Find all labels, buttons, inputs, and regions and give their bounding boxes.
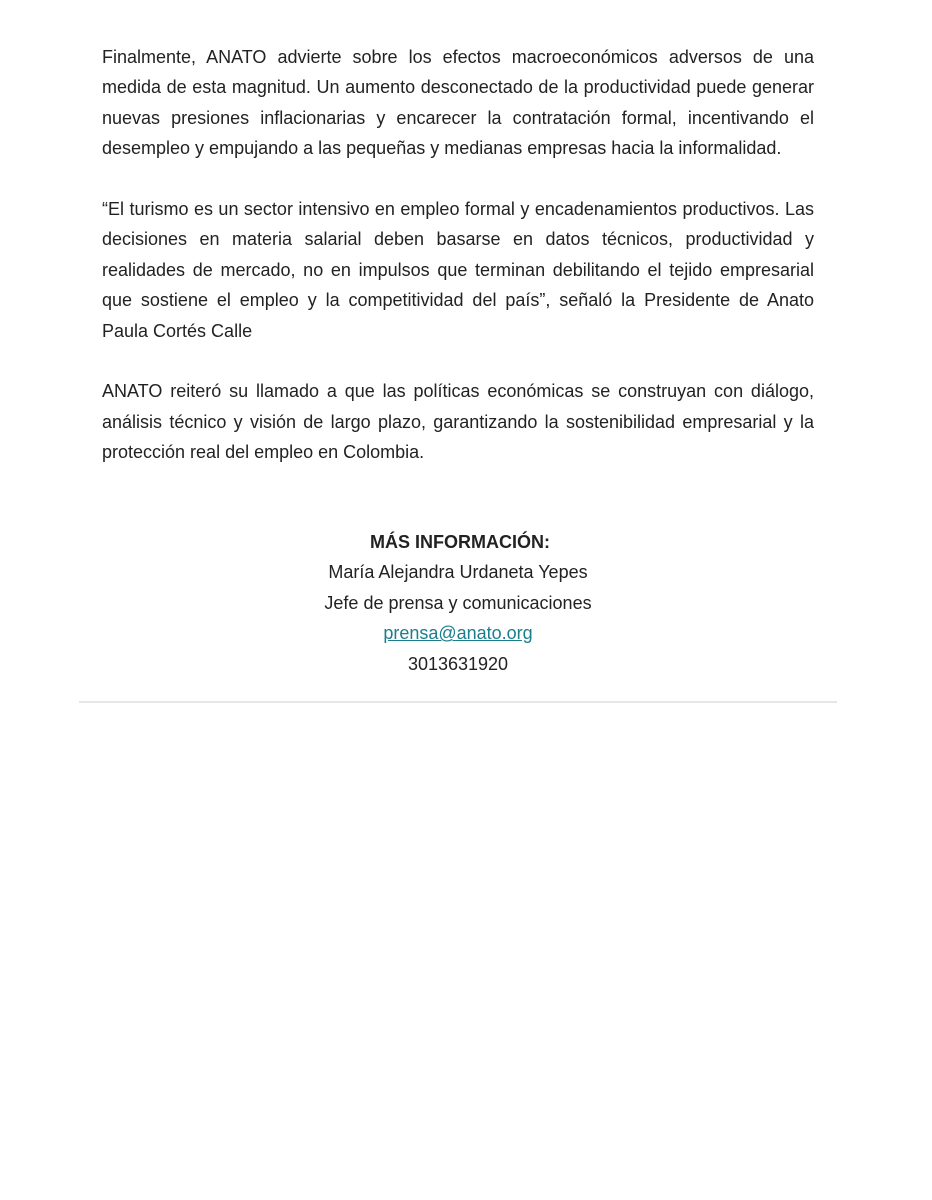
footer-divider [79, 701, 837, 703]
contact-email-link[interactable]: prensa@anato.org [383, 623, 533, 644]
paragraph-closing-call: ANATO reiteró su llamado a que las políticas económicas se construyan con diálogo, análisis técnico y visión de largo plazo, garantizando la sostenibilidad empresarial y la protección real del empleo en Colombia. [102, 381, 814, 463]
contact-name: María Alejandra Urdaneta Yepes [328, 562, 588, 583]
paragraph-macroeconomic-effects: Finalmente, ANATO advierte sobre los efectos macroeconómicos adversos de una medida de esta magnitud. Un aumento desconectado de la productividad puede generar nuevas presiones inflacionarias y encarecer la contratación formal, incentivando el desempleo y empujando a las pequeñas y medianas empresas hacia la informalidad. [102, 47, 814, 159]
contact-block [102, 527, 814, 679]
contact-role: Jefe de prensa y comunicaciones [324, 592, 592, 613]
contact-heading: MÁS INFORMACIÓN: [370, 532, 550, 552]
paragraph-president-quote: “El turismo es un sector intensivo en empleo formal y encadenamientos productivos. Las decisiones en materia salarial deben basarse en datos técnicos, productividad y realidades de mercado, no en impulsos que terminan debilitando el tejido empresarial que sostiene el empleo y la competitividad del país”, señaló la Presidente de Anato Paula Cortés Calle [102, 199, 814, 341]
article-body [102, 42, 814, 468]
contact-phone: 3013631920 [407, 653, 509, 674]
contact-email-row [102, 618, 814, 648]
